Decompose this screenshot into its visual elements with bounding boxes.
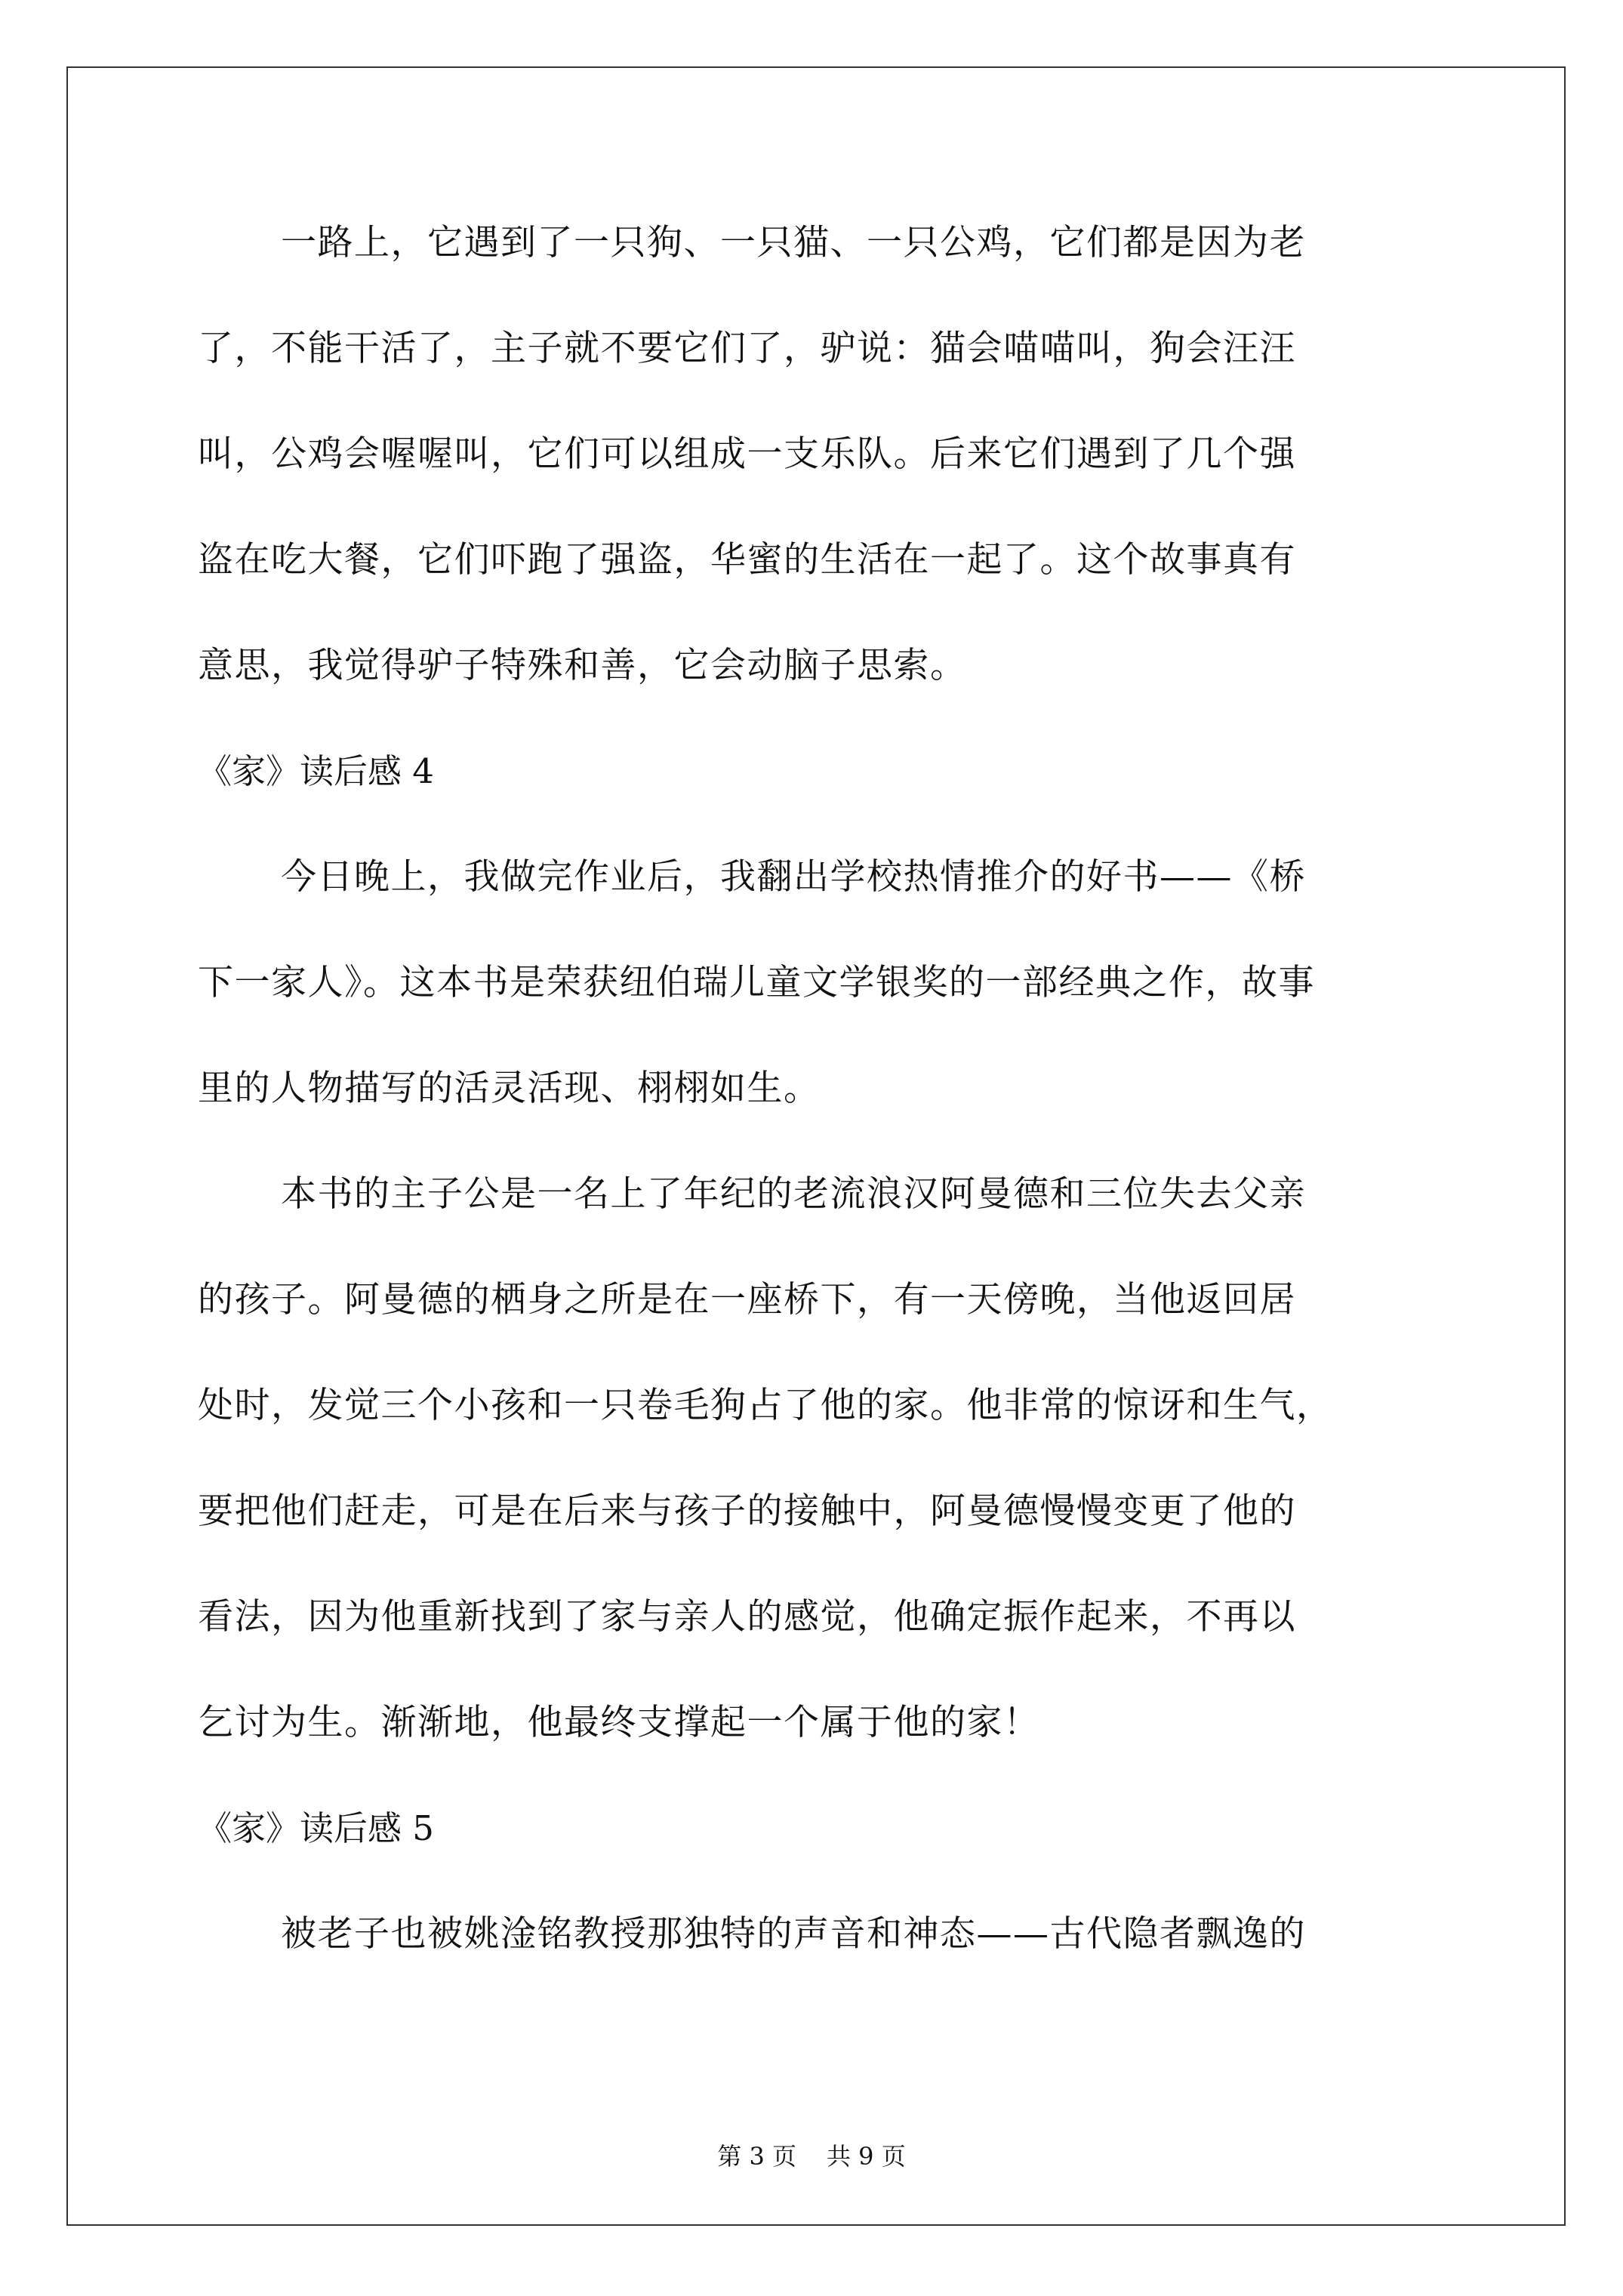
page-total: 共 9 页 [827, 2142, 906, 2171]
text-line: 意思，我觉得驴子特殊和善，它会动脑子思索。 [198, 645, 967, 686]
page-footer [0, 2141, 1623, 2171]
page-border [66, 66, 1566, 2226]
section-heading: 《家》读后感 5 [198, 1808, 434, 1848]
text-line: 盗在吃大餐，它们吓跑了强盗，华蜜的生活在一起了。这个故事真有 [198, 539, 1296, 581]
text-line: 要把他们赶走，可是在后来与孩子的接触中，阿曼德慢慢变更了他的 [198, 1490, 1296, 1532]
text-line: 下一家人》。这本书是荣获纽伯瑞儿童文学银奖的一部经典之作，故事 [198, 962, 1315, 1003]
text-line: 叫，公鸡会喔喔叫，它们可以组成一支乐队。后来它们遇到了几个强 [198, 433, 1296, 475]
text-line: 本书的主子公是一名上了年纪的老流浪汉阿曼德和三位失去父亲 [281, 1173, 1306, 1215]
text-line: 里的人物描写的活灵活现、栩栩如生。 [198, 1068, 821, 1109]
text-line: 被老子也被姚淦铭教授那独特的声音和神态——古代隐者飘逸的 [281, 1913, 1306, 1955]
text-line: 看法，因为他重新找到了家与亲人的感觉，他确定振作起来，不再以 [198, 1596, 1296, 1638]
text-line: 今日晚上，我做完作业后，我翻出学校热情推介的好书——《桥 [281, 856, 1306, 898]
text-line: 处时，发觉三个小孩和一只卷毛狗占了他的家。他非常的惊讶和生气， [198, 1385, 1333, 1426]
section-heading: 《家》读后感 4 [198, 751, 434, 791]
text-line: 一路上，它遇到了一只狗、一只猫、一只公鸡，它们都是因为老 [281, 222, 1306, 264]
text-line: 了，不能干活了，主子就不要它们了，驴说：猫会喵喵叫，狗会汪汪 [198, 328, 1296, 369]
page-number: 第 3 页 [717, 2142, 796, 2171]
text-line: 的孩子。阿曼德的栖身之所是在一座桥下，有一天傍晚，当他返回居 [198, 1279, 1296, 1321]
text-line: 乞讨为生。渐渐地，他最终支撑起一个属于他的家！ [198, 1702, 1040, 1743]
